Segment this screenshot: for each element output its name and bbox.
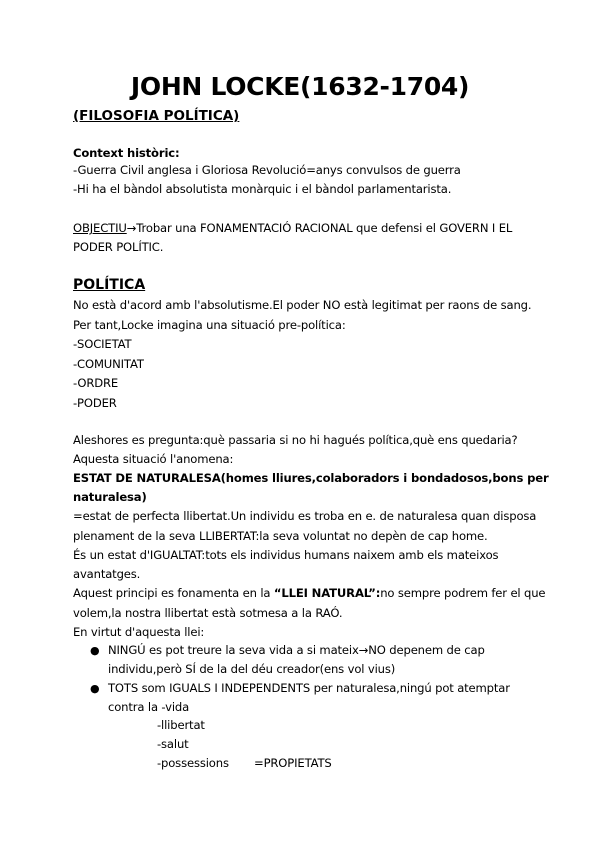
state-line: Aquesta situació l'anomena: <box>73 452 234 466</box>
objective-label: OBJECTIU <box>73 221 127 235</box>
context-line: -Hi ha el bàndol absolutista monàrquic i el bàndol parlamentarista. <box>73 182 452 196</box>
politics-line: Per tant,Locke imagina una situació pre-política: <box>73 317 346 332</box>
section-heading-politica: POLÍTICA <box>73 277 146 293</box>
page-subtitle: (FILOSOFIA POLÍTICA) <box>73 108 240 124</box>
bullet-line: TOTS som IGUALS I INDEPENDENTS per naturalesa,ningú pot atemptar <box>108 681 510 695</box>
state-line: En virtut d'aquesta llei: <box>73 624 205 639</box>
list-item: -ORDRE <box>73 376 119 390</box>
state-line: =estat de perfecta llibertat.Un individu es troba en e. de naturalesa quan disposa <box>73 509 537 523</box>
natural-law-pre: Aquest principi es fonamenta en la <box>73 586 274 600</box>
context-heading: Context històric: <box>73 146 180 160</box>
state-line: Aleshores es pregunta:què passaria si no hi hagués política,què ens quedaria? <box>73 433 518 447</box>
natural-law-post: no sempre podrem fer el que <box>380 586 546 600</box>
list-item: -PODER <box>73 395 117 410</box>
state-heading: ESTAT DE NATURALESA(homes lliures,colaboradors i bondadosos,bons per <box>73 471 549 485</box>
sub-item: -llibertat <box>157 718 205 732</box>
bullet-icon: ● <box>90 644 100 657</box>
context-line: -Guerra Civil anglesa i Gloriosa Revolució=anys convulsos de guerra <box>73 163 461 177</box>
page-title: JOHN LOCKE(1632-1704) <box>130 72 470 101</box>
sub-item: -possessions <box>157 756 229 770</box>
state-line: plenament de la seva LLIBERTAT:la seva voluntat no depèn de cap home. <box>73 528 488 543</box>
bullet-line: contra la -vida <box>108 700 190 714</box>
politics-line: No està d'acord amb l'absolutisme.El poder NO està legitimat per raons de sang. <box>73 298 532 312</box>
bullet-icon: ● <box>90 682 100 695</box>
state-heading: naturalesa) <box>73 490 147 504</box>
sub-item: -salut <box>157 737 189 751</box>
bullet-line: NINGÚ es pot treure la seva vida a si mateix→NO depenem de cap <box>108 643 485 657</box>
objective-line <box>73 219 512 239</box>
list-item: -COMUNITAT <box>73 356 144 371</box>
objective-text: →Trobar una FONAMENTACIÓ RACIONAL que defensi el GOVERN I EL <box>126 221 513 235</box>
natural-law-term: “LLEI NATURAL”: <box>273 586 381 600</box>
state-line: És un estat d'IGUALTAT:tots els individus humans naixem amb els mateixos <box>73 548 499 562</box>
state-line: volem,la nostra llibertat està sotmesa a la RAÓ. <box>73 605 343 620</box>
objective-line: PODER POLÍTIC. <box>73 240 164 254</box>
natural-law-line <box>73 584 545 604</box>
properties-label: =PROPIETATS <box>254 756 332 770</box>
state-line: avantatges. <box>73 567 141 581</box>
list-item: -SOCIETAT <box>73 337 132 351</box>
bullet-line: individu,però SÍ de la del déu creador(ens vol vius) <box>108 662 396 676</box>
